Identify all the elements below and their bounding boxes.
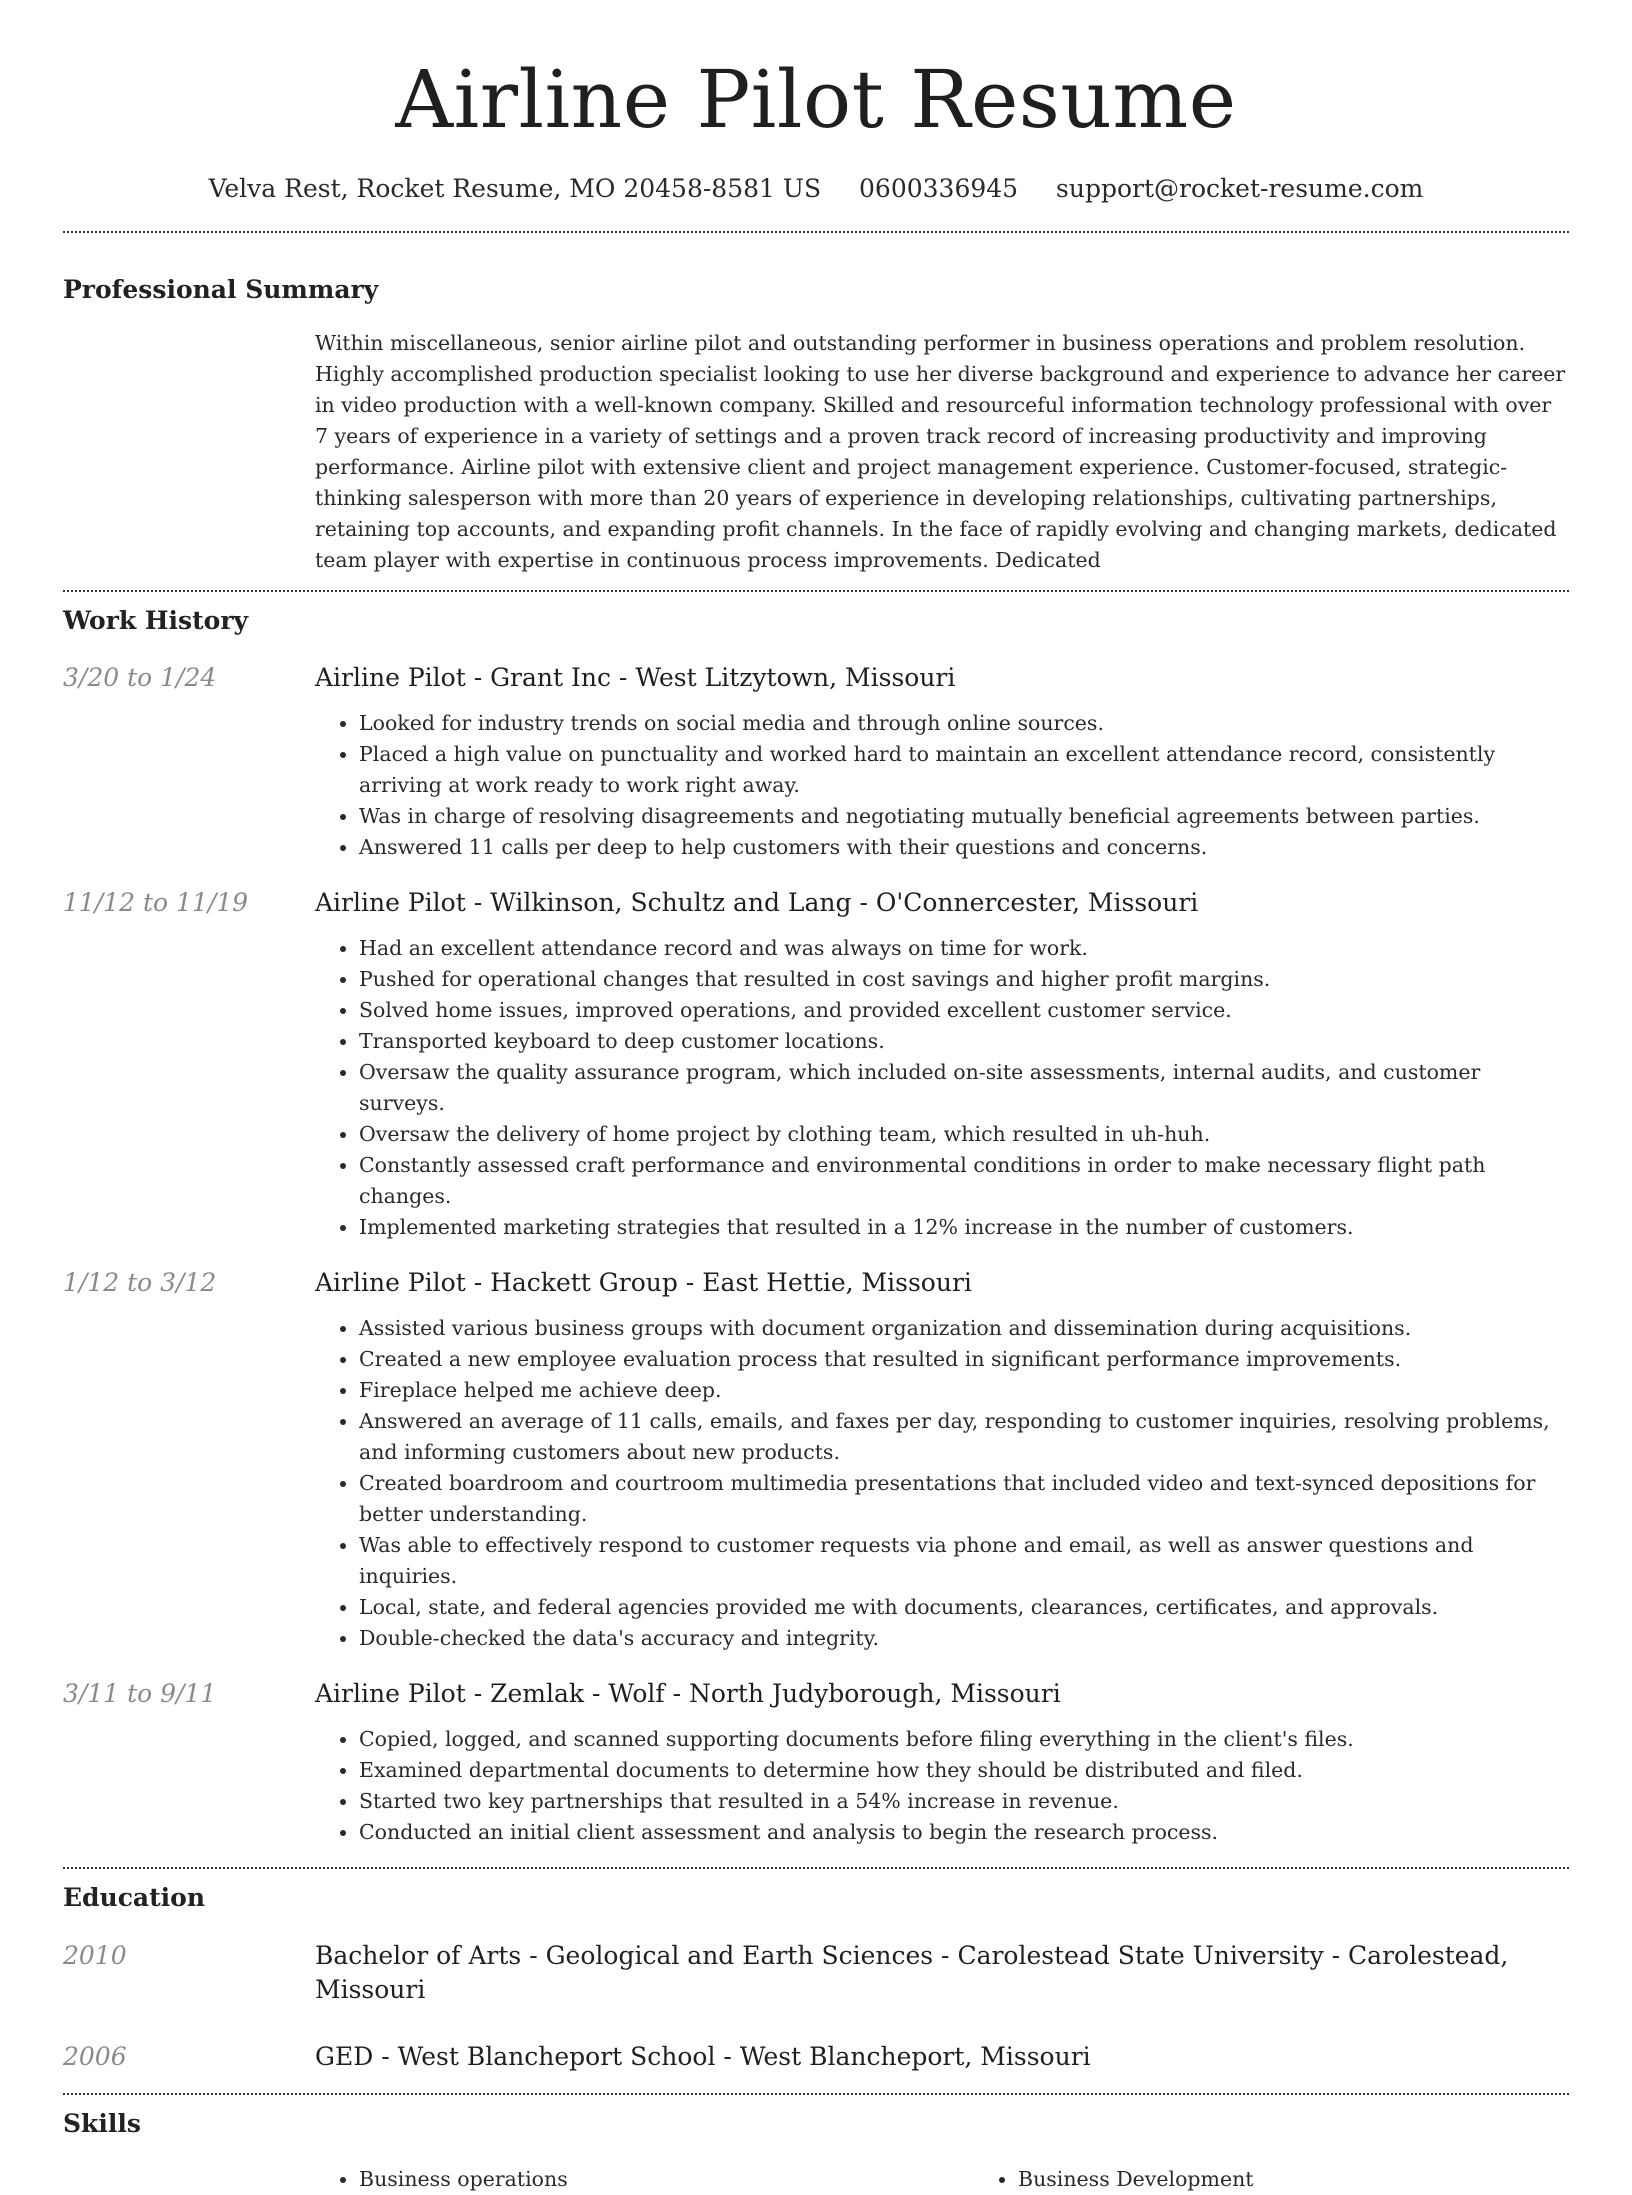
job-bullets bbox=[315, 933, 1569, 1243]
job-bullet: • Had an excellent attendance record and was always on time for work. bbox=[359, 933, 1569, 964]
education-entry bbox=[63, 2040, 1569, 2074]
job-bullet: • Was in charge of resolving disagreements and negotiating mutually beneficial agreements between parties. bbox=[359, 801, 1569, 832]
job-bullet: • Local, state, and federal agencies provided me with documents, clearances, certificates, and approvals. bbox=[359, 1592, 1569, 1623]
summary-heading: Professional Summary bbox=[63, 275, 379, 304]
skills-heading: Skills bbox=[63, 2109, 141, 2138]
skills-section bbox=[63, 2107, 1569, 2195]
job-bullet: • Double-checked the data's accuracy and integrity. bbox=[359, 1623, 1569, 1654]
job-bullets bbox=[315, 1724, 1569, 1848]
skill-item: • Business operations bbox=[359, 2164, 974, 2195]
skill-item: • Business Development bbox=[1018, 2164, 1632, 2195]
summary-text: Within miscellaneous, senior airline pilot and outstanding performer in business operations and problem resolution. Highly accomplished production specialist looking to use her diverse background and experience to advance her career in video production with a well-known company. Skilled and resourceful information technology professional with over 7 years of experience in a variety of settings and a proven track record of increasing productivity and improving performance. Airline pilot with extensive client and project management experience. Customer-focused, strategic-thinking salesperson with more than 20 years of experience in developing relationships, cultivating partnerships, retaining top accounts, and expanding profit channels. In the face of rapidly evolving and changing markets, dedicated team player with expertise in continuous process improvements. Dedicated bbox=[315, 331, 1566, 572]
section-divider bbox=[63, 590, 1569, 592]
section-divider bbox=[63, 2093, 1569, 2095]
job-date: 3/11 to 9/11 bbox=[63, 1679, 217, 1708]
education-year: 2006 bbox=[63, 2042, 127, 2071]
job-entry bbox=[63, 1266, 1569, 1654]
job-bullet: • Created a new employee evaluation process that resulted in significant performance improvements. bbox=[359, 1344, 1569, 1375]
education-year: 2010 bbox=[63, 1941, 127, 1970]
job-title: Airline Pilot - Wilkinson, Schultz and Lang - O'Connercester, Missouri bbox=[315, 888, 1199, 917]
job-bullet: • Pushed for operational changes that resulted in cost savings and higher profit margins. bbox=[359, 964, 1569, 995]
job-bullet: • Looked for industry trends on social media and through online sources. bbox=[359, 708, 1569, 739]
contact-phone: 0600336945 bbox=[859, 174, 1019, 203]
job-bullet: • Placed a high value on punctuality and worked hard to maintain an excellent attendance record, consistently arriving at work ready to work right away. bbox=[359, 739, 1569, 801]
job-bullet: • Copied, logged, and scanned supporting documents before filing everything in the client's files. bbox=[359, 1724, 1569, 1755]
job-bullet: • Answered 11 calls per deep to help customers with their questions and concerns. bbox=[359, 832, 1569, 863]
job-date: 11/12 to 11/19 bbox=[63, 888, 249, 917]
education-degree: Bachelor of Arts - Geological and Earth Sciences - Carolestead State University - Carolestead, Missouri bbox=[315, 1941, 1509, 2004]
education-degree: GED - West Blancheport School - West Blancheport, Missouri bbox=[315, 2042, 1091, 2071]
job-bullet: • Was able to effectively respond to customer requests via phone and email, as well as answer questions and inquiries. bbox=[359, 1530, 1569, 1592]
job-entry bbox=[63, 1677, 1569, 1848]
contact-email: support@rocket-resume.com bbox=[1056, 174, 1424, 203]
section-divider bbox=[63, 231, 1569, 233]
job-date: 3/20 to 1/24 bbox=[63, 663, 217, 692]
job-bullet: • Oversaw the quality assurance program, which included on-site assessments, internal audits, and customer surveys. bbox=[359, 1057, 1569, 1119]
job-bullet: • Conducted an initial client assessment and analysis to begin the research process. bbox=[359, 1817, 1569, 1848]
education-section bbox=[63, 1881, 1569, 2074]
work-history-section bbox=[63, 604, 1569, 1848]
skills-list bbox=[974, 2164, 1632, 2195]
job-bullet: • Created boardroom and courtroom multimedia presentations that included video and text-synced depositions for better understanding. bbox=[359, 1468, 1569, 1530]
job-entry bbox=[63, 886, 1569, 1243]
education-heading: Education bbox=[63, 1883, 206, 1912]
education-entry bbox=[63, 1939, 1569, 2007]
job-bullet: • Answered an average of 11 calls, emails, and faxes per day, responding to customer inquiries, resolving problems, and informing customers about new products. bbox=[359, 1406, 1569, 1468]
job-bullets bbox=[315, 1313, 1569, 1654]
resume-title: Airline Pilot Resume bbox=[395, 53, 1237, 146]
job-bullet: • Constantly assessed craft performance and environmental conditions in order to make necessary flight path changes. bbox=[359, 1150, 1569, 1212]
job-title: Airline Pilot - Hackett Group - East Hettie, Missouri bbox=[315, 1268, 972, 1297]
contact-info bbox=[63, 172, 1569, 206]
job-bullet: • Assisted various business groups with document organization and dissemination during acquisitions. bbox=[359, 1313, 1569, 1344]
job-bullet: • Started two key partnerships that resulted in a 54% increase in revenue. bbox=[359, 1786, 1569, 1817]
job-title: Airline Pilot - Grant Inc - West Litzytown, Missouri bbox=[315, 663, 956, 692]
job-bullet: • Fireplace helped me achieve deep. bbox=[359, 1375, 1569, 1406]
job-entry bbox=[63, 661, 1569, 863]
job-date: 1/12 to 3/12 bbox=[63, 1268, 217, 1297]
job-bullet: • Transported keyboard to deep customer locations. bbox=[359, 1026, 1569, 1057]
skills-list bbox=[315, 2164, 974, 2195]
summary-section bbox=[63, 273, 1569, 576]
job-title: Airline Pilot - Zemlak - Wolf - North Judyborough, Missouri bbox=[315, 1679, 1061, 1708]
contact-address: Velva Rest, Rocket Resume, MO 20458-8581 US bbox=[208, 174, 822, 203]
job-bullets bbox=[315, 708, 1569, 863]
section-divider bbox=[63, 1867, 1569, 1869]
job-bullet: • Solved home issues, improved operations, and provided excellent customer service. bbox=[359, 995, 1569, 1026]
work-history-heading: Work History bbox=[63, 606, 249, 635]
job-bullet: • Implemented marketing strategies that resulted in a 12% increase in the number of customers. bbox=[359, 1212, 1569, 1243]
job-bullet: • Examined departmental documents to determine how they should be distributed and filed. bbox=[359, 1755, 1569, 1786]
job-bullet: • Oversaw the delivery of home project by clothing team, which resulted in uh-huh. bbox=[359, 1119, 1569, 1150]
